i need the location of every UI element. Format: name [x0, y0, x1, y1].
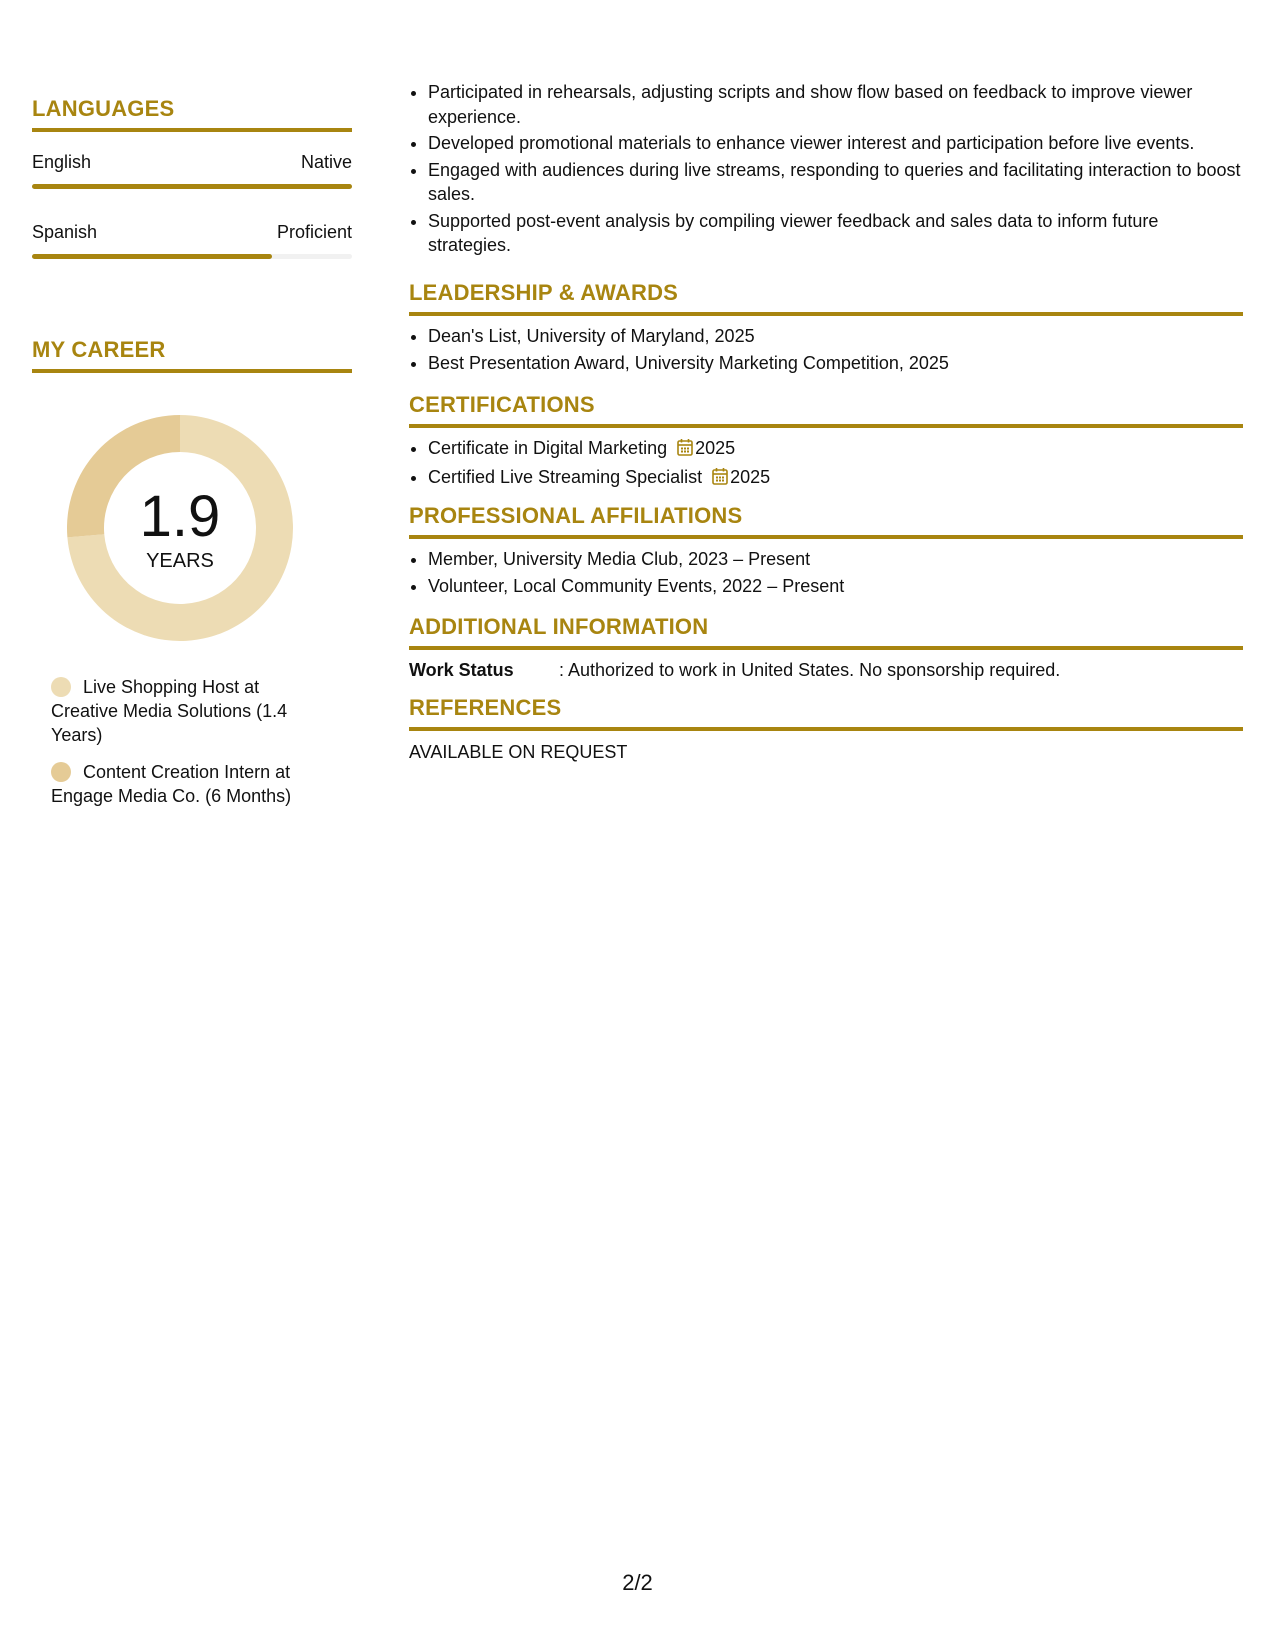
- career-total-unit: YEARS: [146, 550, 214, 572]
- calendar-icon: [677, 438, 693, 463]
- leadership-list: [409, 316, 1243, 375]
- language-row-spanish: [32, 222, 352, 243]
- career-total-years: 1.9: [139, 484, 221, 549]
- leadership-section: [409, 280, 1243, 377]
- affiliations-heading: PROFESSIONAL AFFILIATIONS: [409, 503, 1243, 539]
- bullet-list: [409, 80, 1243, 258]
- additional-section: [409, 614, 1243, 681]
- list-item: • Volunteer, Local Community Events, 2022 – Present: [428, 574, 1243, 599]
- leadership-heading: LEADERSHIP & AWARDS: [409, 280, 1243, 316]
- language-level: Proficient: [276, 222, 352, 242]
- certifications-list: [409, 428, 1243, 491]
- legend-dot: [51, 762, 71, 782]
- certification-year: 2025: [695, 438, 736, 458]
- list-item: • Developed promotional materials to enhance viewer interest and participation before live events.: [428, 131, 1243, 156]
- list-item: • Best Presentation Award, University Marketing Competition, 2025: [428, 351, 1243, 376]
- career-legend: [51, 675, 331, 821]
- references-text: AVAILABLE ON REQUEST: [409, 742, 628, 762]
- certification-name: Certificate in Digital Marketing: [428, 438, 668, 458]
- certification-name: Certified Live Streaming Specialist: [428, 466, 703, 487]
- affiliations-list: [409, 539, 1243, 598]
- language-row-english: [32, 152, 352, 173]
- additional-heading: ADDITIONAL INFORMATION: [409, 614, 1243, 650]
- certifications-section: [409, 392, 1243, 493]
- references-heading: REFERENCES: [409, 695, 1243, 731]
- references-section: [409, 695, 1243, 763]
- languages-heading: LANGUAGES: [32, 96, 352, 132]
- work-status-label: Work Status: [409, 660, 514, 680]
- language-name: Spanish: [32, 222, 98, 242]
- list-item: • Participated in rehearsals, adjusting scripts and show flow based on feedback to improve viewer experience.: [428, 80, 1243, 129]
- experience-bullets: [409, 80, 1243, 260]
- donut-center: [67, 415, 293, 641]
- career-heading: MY CAREER: [32, 337, 352, 373]
- legend-label: Content Creation Intern at Engage Media Co. (6 Months): [51, 762, 292, 806]
- list-item: • Engaged with audiences during live streams, responding to queries and facilitating interaction to boost sales.: [428, 158, 1243, 207]
- list-item: [428, 436, 1243, 463]
- certifications-heading: CERTIFICATIONS: [409, 392, 1243, 428]
- career-legend-item: [51, 675, 331, 747]
- language-bar-english: [32, 184, 352, 189]
- calendar-icon: [712, 467, 728, 492]
- language-level: Native: [300, 152, 352, 172]
- language-bar-spanish: [32, 254, 352, 259]
- list-item: • Dean's List, University of Maryland, 2025: [428, 324, 1243, 349]
- legend-label: Live Shopping Host at Creative Media Solutions (1.4 Years): [51, 677, 288, 745]
- career-donut-chart: [67, 415, 293, 641]
- list-item: • Supported post-event analysis by compiling viewer feedback and sales data to inform future strategies.: [428, 209, 1243, 258]
- legend-dot: [51, 677, 71, 697]
- certification-year: 2025: [730, 466, 771, 487]
- affiliations-section: [409, 503, 1243, 600]
- language-name: English: [32, 152, 92, 172]
- list-item: • Member, University Media Club, 2023 – Present: [428, 547, 1243, 572]
- work-status-value: : Authorized to work in United States. No sponsorship required.: [559, 660, 1061, 680]
- career-legend-item: [51, 760, 331, 808]
- list-item: [428, 465, 1243, 492]
- work-status-row: [409, 650, 1243, 681]
- language-bar-fill: [32, 184, 352, 189]
- page-number: 2/2: [622, 1570, 653, 1595]
- language-bar-fill: [32, 254, 272, 259]
